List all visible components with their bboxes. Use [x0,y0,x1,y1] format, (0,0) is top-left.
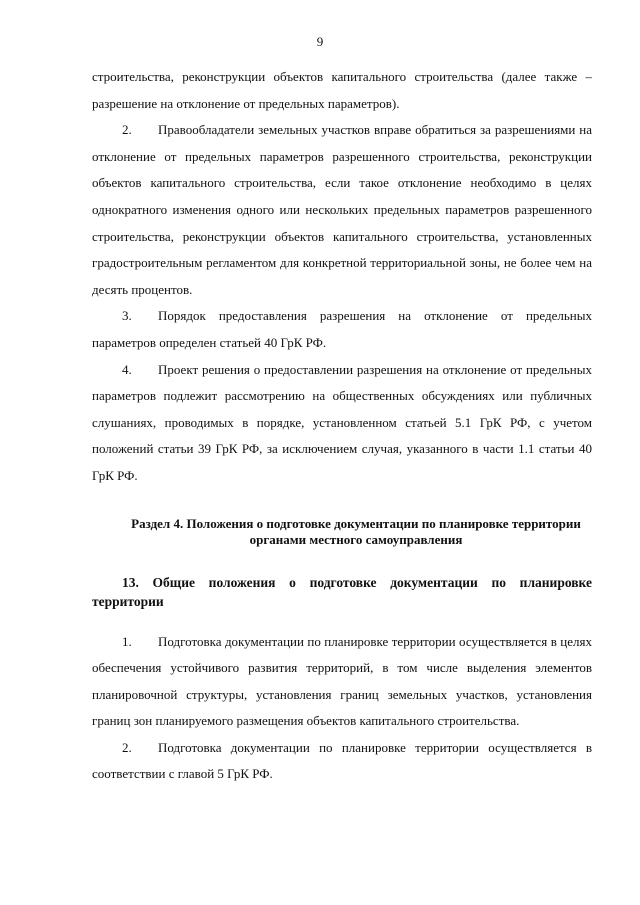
paragraph-number: 2. [122,122,132,138]
paragraph-text: строительства, реконструкции объектов капитального строительства (далее также – разрешение на отклонение от предельных параметров). [92,69,592,111]
section-heading: Раздел 4. Положения о подготовке документации по планировке территории органами местного самоуправления [131,515,581,547]
paragraph-text: Подготовка документации по планировке территории осуществляется в соответствии с главой 5 ГрК РФ. [92,739,592,782]
paragraph-number: 2. [122,739,132,755]
paragraph-4 [92,357,592,490]
paragraph-text: Порядок предоставления разрешения на отклонение от предельных параметров определен статьей 40 ГрК РФ. [92,308,592,350]
paragraph-2 [92,117,592,303]
article-paragraph-2 [92,735,592,788]
paragraph-number: 4. [122,361,132,377]
paragraph-text: Правообладатели земельных участков вправе обратиться за разрешениями на отклонение от предельных параметров разрешенного строительства, реконструкции объектов капитального строительства, если такое отклонение необходимо в целях однократного изменения одного или нескольких предельных параметров разрешенного строительства, реконструкции объектов капитального строительства, установленных градостроительным регламентом для конкретной территориальной зоны, не более чем на десять процентов. [92,122,592,297]
paragraph-text: Подготовка документации по планировке территории осуществляется в целях обеспечения устойчивого развития территорий, в том числе выделения элементов планировочной структуры, установления границ земельных участков, установления границ зон планируемого размещения объектов капитального строительства. [92,633,592,729]
article-paragraph-1 [92,629,592,735]
paragraph-number: 1. [122,633,132,649]
page-number: 9 [316,34,324,49]
document-body [92,64,592,788]
paragraph-continuation [92,64,592,117]
paragraph-text: Проект решения о предоставлении разрешения на отклонение от предельных параметров подлежит рассмотрению на общественных обсуждениях или публичных слушаниях, проводимых в порядке, установленном статьей 5.1 ГрК РФ, с учетом положений статьи 39 ГрК РФ, за исключением случая, указанного в части 1.1 статьи 40 ГрК РФ. [92,361,592,483]
paragraph-3 [92,303,592,356]
article-heading: 13. Общие положения о подготовке документации по планировке территории [92,574,592,609]
paragraph-number: 3. [122,308,132,324]
